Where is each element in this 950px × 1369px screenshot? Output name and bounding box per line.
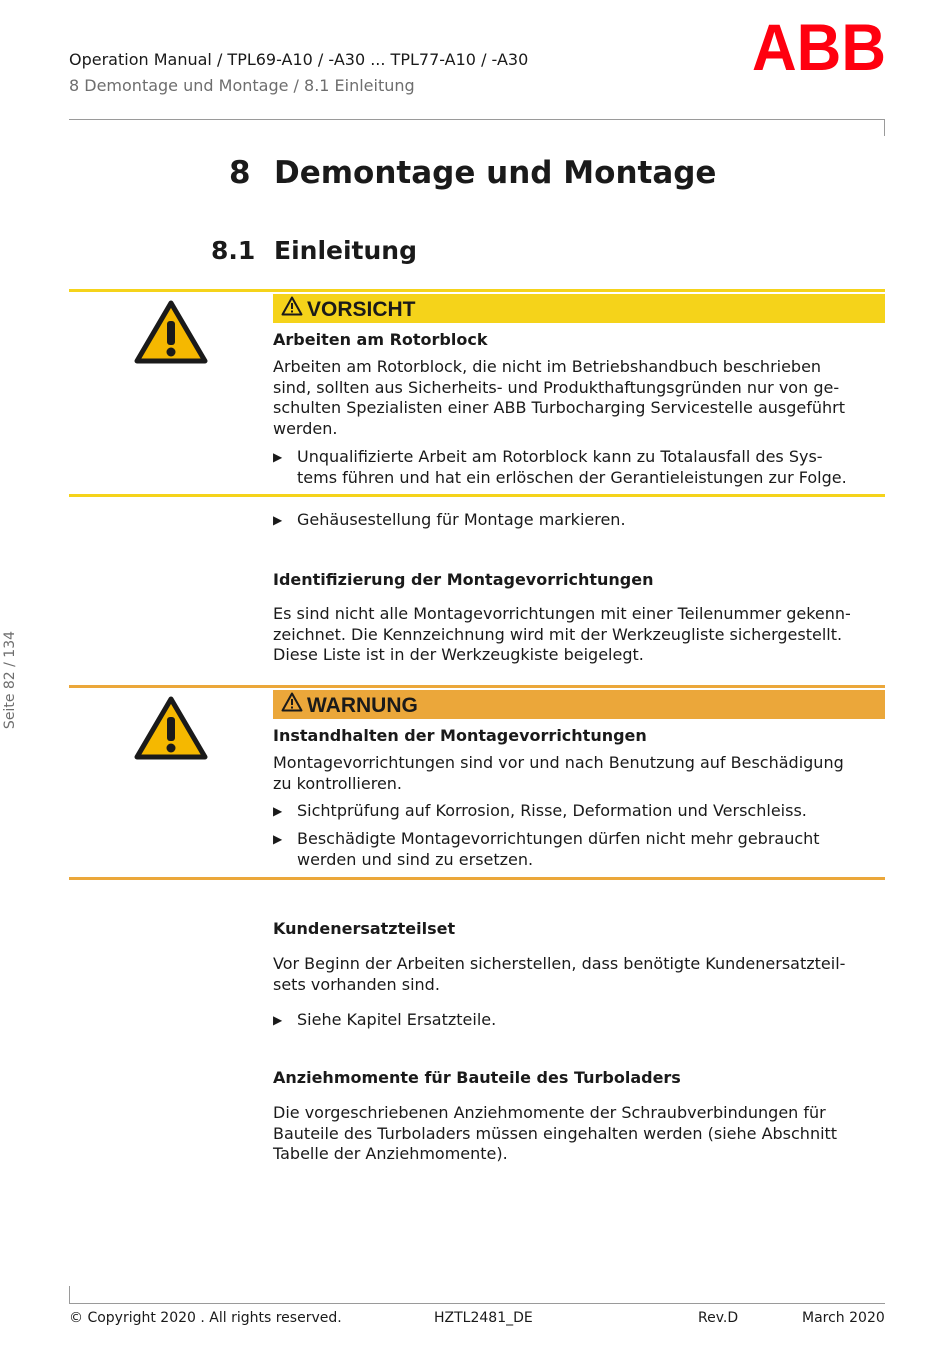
torques-text-line: Die vorgeschriebenen Anziehmomente der Schraubverbindungen für [273,1103,826,1122]
warning-label: WARNUNG [307,694,418,717]
spare-parts-text-line: sets vorhanden sind. [273,974,440,994]
torques-text [273,1103,885,1165]
torques-heading: Anziehmomente für Bauteile des Turboladers [273,1068,681,1087]
caution-label: VORSICHT [307,298,416,321]
bullet-arrow-icon: ▶ [273,804,283,818]
footer-doc-id: HZTL2481_DE [434,1310,533,1326]
caution-bullet-line: Unqualifizierte Arbeit am Rotorblock kann zu Totalausfall des Sys- [297,447,823,466]
section-title: Einleitung [274,236,417,265]
bullet-arrow-icon: ▶ [273,513,283,527]
header-manual-title: Operation Manual / TPL69-A10 / -A30 ... TPL77-A10 / -A30 [69,50,529,69]
warning-top-rule [69,685,885,688]
side-page-number: Seite 82 / 134 [2,630,18,730]
warning-bullet-1 [273,801,885,823]
mark-step-text: Gehäusestellung für Montage markieren. [297,510,626,529]
caution-bullet [273,447,885,489]
chapter-title: Demontage und Montage [274,155,717,191]
footer-copyright: © Copyright 2020 . All rights reserved. [69,1310,342,1326]
bullet-arrow-icon: ▶ [273,450,283,464]
caution-text [273,357,885,439]
caution-top-rule [69,289,885,292]
bullet-arrow-icon: ▶ [273,832,283,846]
identification-heading: Identifizierung der Montagevorrichtungen [273,570,654,589]
identification-text-line: zeichnet. Die Kennzeichnung wird mit der Werkzeugliste sichergestellt. [273,624,843,644]
warning-triangle-icon [134,695,208,761]
header-divider-tick [884,119,885,136]
caution-bottom-rule [69,494,885,497]
warning-triangle-icon [134,299,208,365]
identification-text-line: Diese Liste ist in der Werkzeugkiste beigelegt. [273,645,644,664]
spare-parts-heading: Kundenersatzteilset [273,919,456,938]
footer-date: March 2020 [802,1310,885,1326]
abb-logo-text: ABB [752,20,886,71]
caution-banner [273,294,885,323]
torques-text-line: Bauteile des Turboladers müssen eingehalten werden (siehe Abschnitt [273,1123,838,1143]
footer-divider [69,1303,885,1304]
caution-text-line: schulten Spezialisten einer ABB Turbocharging Servicestelle ausgeführt [273,398,845,417]
mark-step-bullet [273,510,885,532]
chapter-number: 8 [229,155,251,191]
identification-text-line: Es sind nicht alle Montagevorrichtungen mit einer Teilenummer gekenn- [273,604,851,623]
warning-banner [273,690,885,719]
spare-parts-bullet [273,1010,885,1032]
warning-text-line: zu kontrollieren. [273,773,403,793]
caution-text-line: werden. [273,418,338,438]
caution-text-line: Arbeiten am Rotorblock, die nicht im Betriebshandbuch beschrieben [273,357,822,376]
section-number: 8.1 [211,236,256,265]
warning-text [273,753,885,794]
caution-banner-icon [281,296,303,316]
warning-bottom-rule [69,877,885,880]
caution-text-line: sind, sollten aus Sicherheits- und Produkthaftungsgründen nur von ge- [273,377,840,397]
spare-parts-text-line: Vor Beginn der Arbeiten sicherstellen, dass benötigte Kundenersatzteil- [273,954,846,973]
caution-heading: Arbeiten am Rotorblock [273,330,488,349]
abb-logo [752,20,886,71]
warning-text-line: Montagevorrichtungen sind vor und nach Benutzung auf Beschädigung [273,753,844,772]
torques-text-line: Tabelle der Anziehmomente). [273,1144,508,1163]
warning-bullet-line: werden und sind zu ersetzen. [297,849,534,869]
bullet-arrow-icon: ▶ [273,1013,283,1027]
identification-text [273,604,885,666]
footer-revision: Rev.D [698,1310,739,1326]
spare-parts-bullet-text: Siehe Kapitel Ersatzteile. [297,1010,497,1029]
footer-divider-tick [69,1286,70,1303]
warning-bullet-text: Sichtprüfung auf Korrosion, Risse, Deformation und Verschleiss. [297,801,807,820]
warning-heading: Instandhalten der Montagevorrichtungen [273,726,647,745]
warning-bullet-line: Beschädigte Montagevorrichtungen dürfen nicht mehr gebraucht [297,829,820,848]
header-breadcrumb: 8 Demontage und Montage / 8.1 Einleitung [69,76,415,95]
warning-banner-icon [281,692,303,712]
caution-bullet-line: tems führen und hat ein erlöschen der Gerantieleistungen zur Folge. [297,467,847,487]
warning-bullet-2 [273,829,885,871]
header-divider [69,119,885,120]
spare-parts-text [273,954,885,995]
